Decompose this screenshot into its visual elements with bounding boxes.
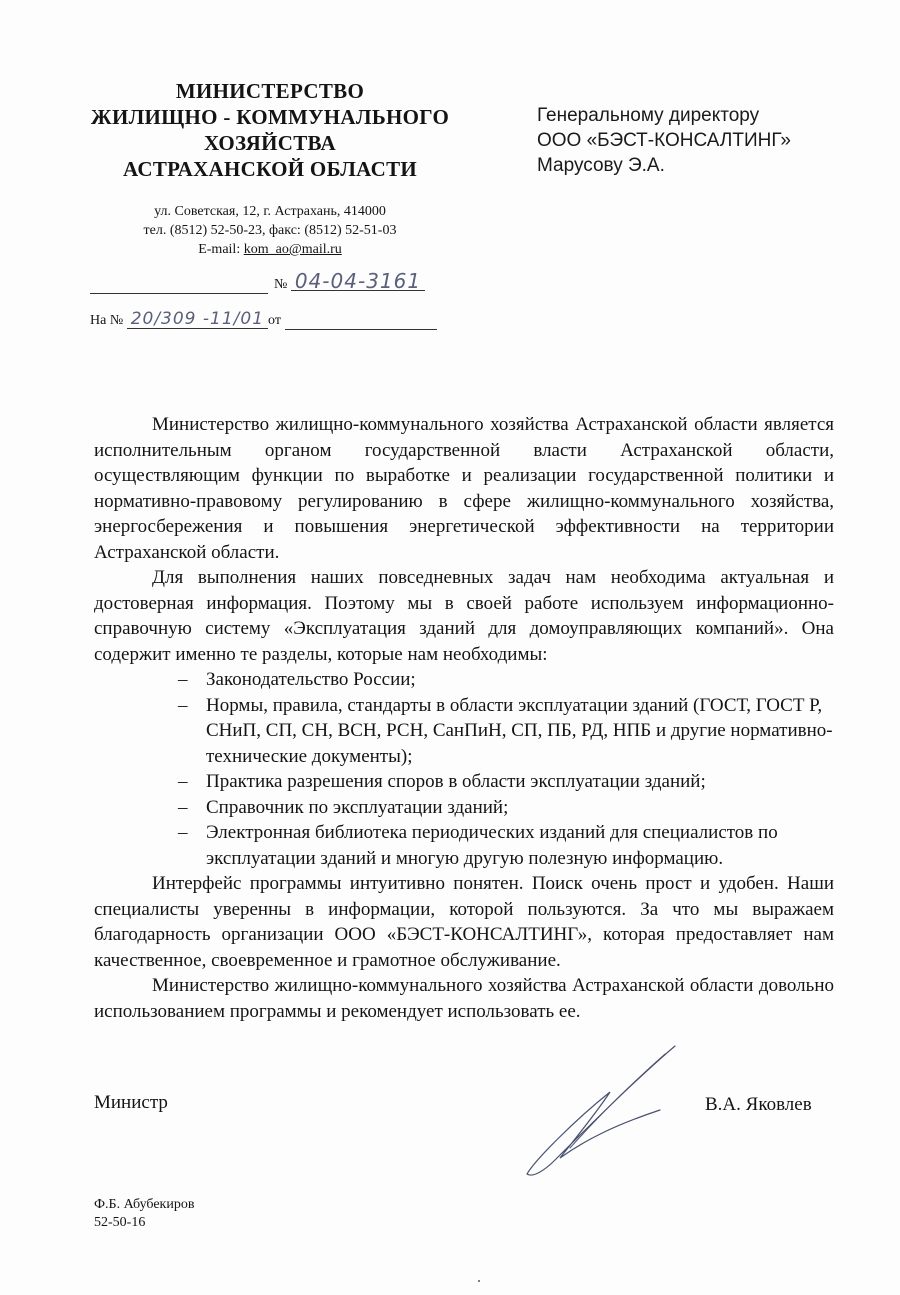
list-item: – Законодательство России; xyxy=(178,667,834,693)
organization-contacts xyxy=(60,202,480,259)
ref-label: На № xyxy=(90,313,124,328)
org-phone: тел. (8512) 52-50-23, факс: (8512) 52-51-03 xyxy=(143,223,397,238)
email-link[interactable]: kom_ao@mail.ru xyxy=(243,242,342,257)
outgoing-number-line xyxy=(90,269,460,294)
org-name-line: АСТРАХАНСКОЙ ОБЛАСТИ xyxy=(122,157,418,181)
body-paragraph: Министерство жилищно-коммунального хозяйства Астраханской области является исполнительным органом государственной власти Астраханской области, осуществляющим функции по выработке и реализации государственной политики и нормативно-правовому регулированию в сфере жилищно-коммунального хозяйства, энергосбережения и повышения энергетической эффективности на территории Астраханской области. xyxy=(94,414,834,563)
org-email xyxy=(60,240,480,259)
list-item: – Справочник по эксплуатации зданий; xyxy=(178,795,834,821)
org-address: ул. Советская, 12, г. Астрахань, 414000 xyxy=(154,204,386,219)
ref-number-handwritten: 20/309 -11/01 xyxy=(127,310,268,329)
date-blank xyxy=(90,275,268,294)
signatory-title: Министр xyxy=(94,1092,168,1113)
reference-number-line xyxy=(90,310,470,330)
outgoing-number-handwritten: 04-04-3161 xyxy=(291,272,425,291)
sections-list xyxy=(94,667,834,871)
body-paragraph: Интерфейс программы интуитивно понятен. Поиск очень прост и удобен. Наши специалисты уверенны в информации, которой пользуются. За что мы выражаем благодарность организации ООО «БЭСТ-КОНСАЛТИНГ», которая предоставляет нам качественное, своевременное и грамотное обслуживание. xyxy=(94,873,834,971)
scan-speck xyxy=(478,1280,480,1282)
letterhead xyxy=(60,78,480,259)
signatory-name: В.А. Яковлев xyxy=(705,1094,812,1115)
org-name-line: ЖИЛИЩНО - КОММУНАЛЬНОГО xyxy=(90,105,450,129)
org-name-line: МИНИСТЕРСТВО xyxy=(175,79,365,103)
list-item: – Нормы, правила, стандарты в области эксплуатации зданий (ГОСТ, ГОСТ Р, СНиП, СП, СН, ВСН, РСН, СанПиН, СП, ПБ, РД, НПБ и другие нормативно-технические документы); xyxy=(178,693,834,770)
ref-from-label: от xyxy=(268,313,281,328)
body-paragraph: Для выполнения наших повседневных задач нам необходима актуальная и достоверная информация. Поэтому мы в своей работе используем информационно-справочную систему «Эксплуатация зданий для домоуправляющих компаний». Она содержит именно те разделы, которые нам необходимы: xyxy=(94,567,834,665)
addressee-block xyxy=(537,103,791,178)
executor-phone: 52-50-16 xyxy=(94,1215,146,1230)
executor-block xyxy=(94,1196,194,1232)
addressee-company: ООО «БЭСТ-КОНСАЛТИНГ» xyxy=(537,130,791,151)
executor-name: Ф.Б. Абубекиров xyxy=(94,1197,195,1212)
list-item: – Практика разрешения споров в области эксплуатации зданий; xyxy=(178,769,834,795)
addressee-name: Марусову Э.А. xyxy=(537,155,665,176)
organization-name xyxy=(60,78,480,182)
letter-body xyxy=(94,412,834,1024)
org-name-line: ХОЗЯЙСТВА xyxy=(204,131,336,155)
list-item: – Электронная библиотека периодических изданий для специалистов по эксплуатации зданий и многую другую полезную информацию. xyxy=(178,820,834,871)
addressee-position: Генеральному директору xyxy=(537,105,760,126)
handwritten-signature xyxy=(515,1040,690,1180)
body-paragraph: Министерство жилищно-коммунального хозяйства Астраханской области довольно использованием программы и рекомендует использовать ее. xyxy=(94,975,834,1022)
number-label: № xyxy=(274,277,288,292)
email-label: E-mail: xyxy=(198,242,244,257)
ref-date-blank xyxy=(285,311,437,330)
